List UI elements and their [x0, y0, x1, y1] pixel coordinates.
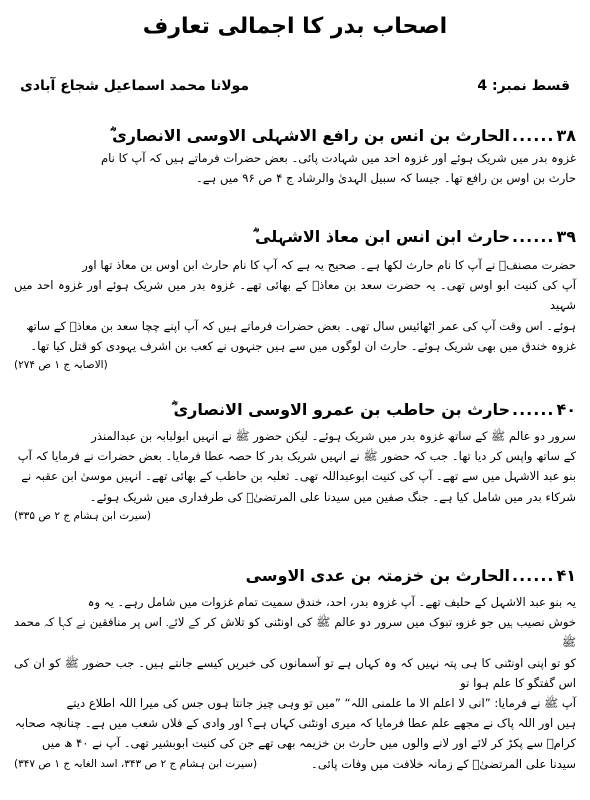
byline — [20, 78, 570, 100]
entry-dots: ...... — [512, 126, 555, 145]
entry-line: سرور دو عالم ﷺ کے ساتھ غزوہ بدر میں شریک ہوئے۔ لیکن حضور ﷺ نے انہیں ابولبابہ بن عبدالمنذر — [91, 429, 576, 443]
entry-line: خوش نصیب ہیں جو غزوہ تبوک میں سرور دو عالم ﷺ کی اونٹنی کو تلاش کر کے لائے۔ اس پر منافقین نے کہا کہ محمد ﷺ — [14, 615, 576, 650]
entry-39 — [14, 225, 576, 374]
entry-reference: (سیرت ابن ہشام ج ۲ ص ۳۴۳، اسد الغابہ ج ۱ ص ۳۴۷) — [14, 757, 258, 770]
entry-reference: (سیرت ابن ہشام ج ۲ ص ۳۳۵) — [14, 509, 151, 522]
entry-line: غزوہ خندق میں بھی شریک ہوئے۔ حارث ان لوگوں میں سے ہیں جنہوں نے کعب بن اشرف یہودی کو قتل کیا تھا۔ — [30, 338, 576, 353]
entry-line: بنو عبد الاشہل میں سے تھے۔ آپ کی کنیت ابوعبداللہ تھی۔ ثعلبہ بن حاطب کے بھائی تھے۔ انہیں موسیٰ ابن عقبہ نے — [21, 469, 576, 484]
entry-line: حضرت مصنفؒ نے آپ کا نام حارث لکھا ہے۔ صحیح یہ ہے کہ آپ کا نام حارث ابن اوس بن معاذ تھا اور — [82, 258, 576, 272]
entry-name: حارث ابن انس ابن معاذ الاشہلی — [255, 227, 510, 246]
entry-body — [14, 148, 576, 188]
entry-body — [14, 426, 576, 507]
entry-line: ہوئے۔ اس وقت آپ کی عمر اٹھائیس سال تھی۔ بعض حضرات فرماتے ہیں کہ آپ اپنے چچا سعد بن معاذؓ کے ساتھ — [26, 318, 576, 333]
entry-line: یہ بنو عبد الاشہل کے حلیف تھے۔ آپ غزوہ بدر، احد، خندق سمیت تمام غزوات میں شامل رہے۔ یہ وہ — [87, 595, 576, 609]
entry-line: آپ کی کنیت ابو اوس تھی۔ یہ حضرت سعد بن معاذؓ کے بھائی تھے۔ غزوہ بدر میں شریک ہوئے اور غزوہ احد میں شہید — [14, 278, 576, 313]
entry-body — [14, 255, 576, 356]
entry-line: آپ ﷺ نے فرمایا: ”انی لا اعلم الا ما علمنی اللہ“ ”میں تو وہی چیز جانتا ہوں جس کی میرا اللہ اطلاع دیتے — [66, 696, 576, 711]
entry-reference: (الاصابہ ج ۱ ص ۲۷۴) — [14, 359, 108, 372]
author-name: مولانا محمد اسماعیل شجاع آبادی — [20, 78, 250, 94]
entry-dots: ...... — [512, 227, 555, 246]
entry-number: ۳۹ — [556, 227, 576, 246]
entry-heading — [14, 398, 576, 422]
entry-line: کے ساتھ واپس کر دیا تھا۔ جب کہ حضور ﷺ نے انہیں شریک بدر کا حصہ عطا فرمایا۔ بعض حضرات نے فرمایا کہ آپ — [17, 449, 576, 464]
entry-41 — [14, 564, 576, 774]
entry-dots: ...... — [512, 566, 555, 585]
entry-line: سیدنا علی المرتضیٰؓ کے زمانہ خلافت میں وفات پائی۔ — [311, 756, 576, 771]
entry-40 — [14, 398, 576, 525]
entry-number: ۳۸ — [556, 126, 576, 145]
entry-heading — [14, 564, 576, 588]
entry-dots: ...... — [512, 400, 555, 419]
entry-line: کرامؓ سے پکڑ کر لائے اور لانے والوں میں حارث بن خزیمہ بھی تھے جن کی کنیت ابوبشیر تھی۔ آپ نے ۴۰ ھ میں — [42, 736, 576, 751]
entry-line: شرکاء بدر میں شامل کیا ہے۔ جنگ صفین میں سیدنا علی المرتضیٰؓ کی طرفداری میں شریک ہوئے۔ — [89, 489, 576, 504]
entry-name: الحارث بن انس بن رافع الاشہلی الاوسی الانصاری — [112, 126, 510, 145]
entry-line: غزوہ بدر میں شریک ہوئے اور غزوہ احد میں شہادت پائی۔ بعض حضرات فرماتے ہیں کہ آپ کا نام — [100, 151, 576, 165]
entry-footer — [14, 754, 576, 774]
entry-heading — [14, 124, 576, 148]
entry-name: الحارث بن خزمتہ بن عدی الاوسی — [245, 566, 510, 585]
document-title: اصحاب بدر کا اجمالی تعارف — [142, 14, 448, 39]
entry-line: حارث بن اوس بن رافع تھا۔ جیسا کہ سبیل الہدیٰ والرشاد ج ۴ ص ۹۶ میں ہے۔ — [195, 171, 576, 186]
entry-heading — [14, 225, 576, 249]
entry-line: کو تو اپنی اونٹنی کا ہی پتہ نہیں کہ وہ کہاں ہے تو آسمانوں کی خبریں کیسے جانتے ہیں۔ جب حضور ﷺ کو ان کی اس گفتگو کا علم ہوا تو — [14, 655, 576, 690]
entry-38 — [14, 124, 576, 188]
entry-number: ۴۰ — [556, 400, 576, 419]
entry-number: ۴۱ — [556, 566, 576, 585]
entry-name: حارث بن حاطب بن عمرو الاوسی الانصاری — [173, 400, 510, 419]
installment-number: قسط نمبر: 4 — [477, 78, 570, 94]
entry-body — [14, 592, 576, 754]
entry-line: ہیں اور اللہ پاک نے مجھے علم عطا فرمایا کہ میری اونٹنی کہاں ہے؟ اور وادی کے فلاں شعب میں ہے۔ چنانچہ صحابہ — [14, 716, 576, 731]
